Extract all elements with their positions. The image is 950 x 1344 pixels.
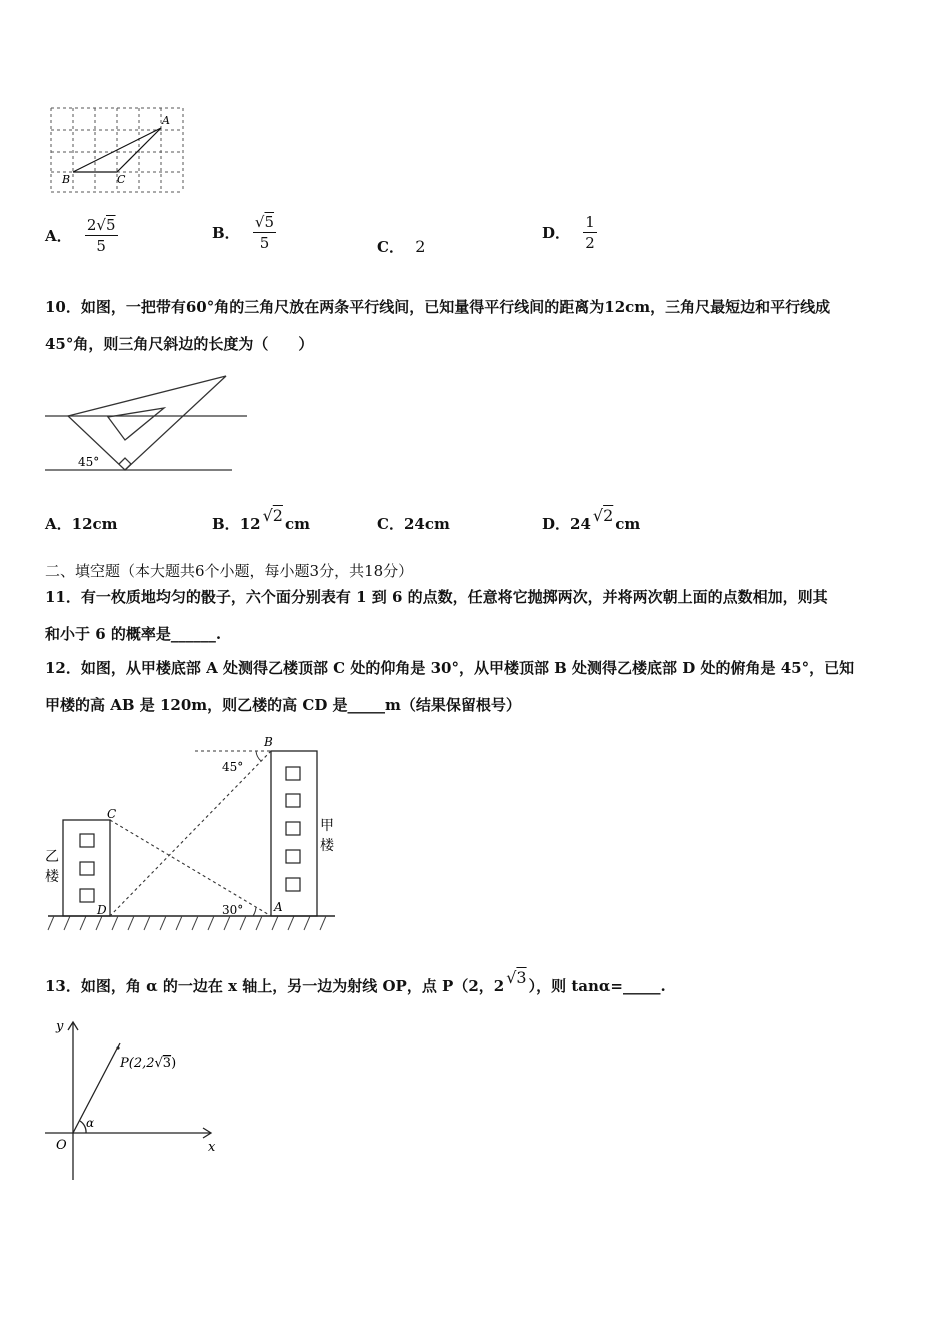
q12-text-line2: 甲楼的高 AB 是 120m，则乙楼的高 CD 是_____m（结果保留根号） bbox=[45, 696, 521, 714]
line-BD bbox=[110, 751, 271, 916]
q9-option-d: D． $\frac{1}{2}$ bbox=[542, 213, 595, 252]
q9-option-a: A． $\frac{2√5}{5}$ bbox=[45, 216, 116, 255]
q10-option-b: B．12 √2 cm bbox=[212, 506, 310, 533]
q10-option-d: D．24 √2 cm bbox=[542, 506, 641, 533]
q12-text-line1: 12．如图，从甲楼底部 A 处测得乙楼顶部 C 处的仰角是 30°，从甲楼顶部 B 处测得乙楼底部 D 处的俯角是 45°，已知 bbox=[45, 659, 855, 677]
label-A: A bbox=[162, 114, 170, 127]
q11-text-line2: 和小于 6 的概率是______. bbox=[45, 625, 222, 643]
label-A: A bbox=[274, 900, 283, 914]
q13-coordinate-figure bbox=[40, 1015, 225, 1185]
q10-option-a: A．12cm bbox=[45, 515, 118, 533]
q13-text: 13．如图，角 α 的一边在 x 轴上，另一边为射线 OP，点 P（2，2 √3 ），则 tanα=_____. bbox=[45, 968, 666, 995]
label-C: C bbox=[107, 807, 117, 821]
ray-OP bbox=[73, 1043, 120, 1133]
point-P-label: P(2,2√3) bbox=[120, 1056, 177, 1071]
q12-buildings-figure bbox=[40, 730, 340, 935]
q10-option-c: C．24cm bbox=[377, 515, 450, 533]
q10-text-line1: 10．如图，一把带有60°角的三角尺放在两条平行线间，已知量得平行线间的距离为12cm，三角尺最短边和平行线成 bbox=[45, 298, 831, 316]
triangle-inner bbox=[108, 408, 164, 440]
angle-45-label: 45° bbox=[78, 455, 100, 469]
q9-grid-figure bbox=[45, 100, 190, 195]
section-2-heading: 二、填空题（本大题共6个小题，每小题3分，共18分） bbox=[45, 562, 414, 580]
yi-char-2: 楼 bbox=[45, 869, 59, 885]
line-CA bbox=[110, 820, 271, 916]
x-axis-label: x bbox=[208, 1140, 216, 1155]
yi-char-1: 乙 bbox=[45, 849, 59, 865]
q11-text-line1: 11．有一枚质地均匀的骰子，六个面分别表有 1 到 6 的点数，任意将它抛掷两次，并将两次朝上面的点数相加，则其 bbox=[45, 588, 828, 606]
right-angle-mark bbox=[119, 458, 131, 470]
point-P bbox=[116, 1046, 119, 1049]
label-B: B bbox=[264, 735, 273, 749]
ground-hatching bbox=[48, 916, 326, 930]
label-D: D bbox=[97, 903, 107, 917]
y-axis-label: y bbox=[56, 1019, 64, 1034]
jia-char-1: 甲 bbox=[320, 818, 334, 834]
origin-label: O bbox=[56, 1138, 67, 1153]
angle-30-label: 30° bbox=[222, 903, 244, 917]
label-B: B bbox=[62, 173, 71, 186]
q10-triangle-figure bbox=[40, 372, 252, 480]
jia-char-2: 楼 bbox=[320, 838, 334, 854]
q10-text-line2: 45°角，则三角尺斜边的长度为（ ） bbox=[45, 335, 314, 353]
q9-option-c: C． 2 bbox=[377, 237, 426, 256]
angle-45-label: 45° bbox=[222, 760, 244, 774]
label-C: C bbox=[117, 173, 126, 186]
alpha-label: α bbox=[86, 1116, 95, 1130]
q9-option-b: B． $\frac{√5}{5}$ bbox=[212, 213, 275, 252]
